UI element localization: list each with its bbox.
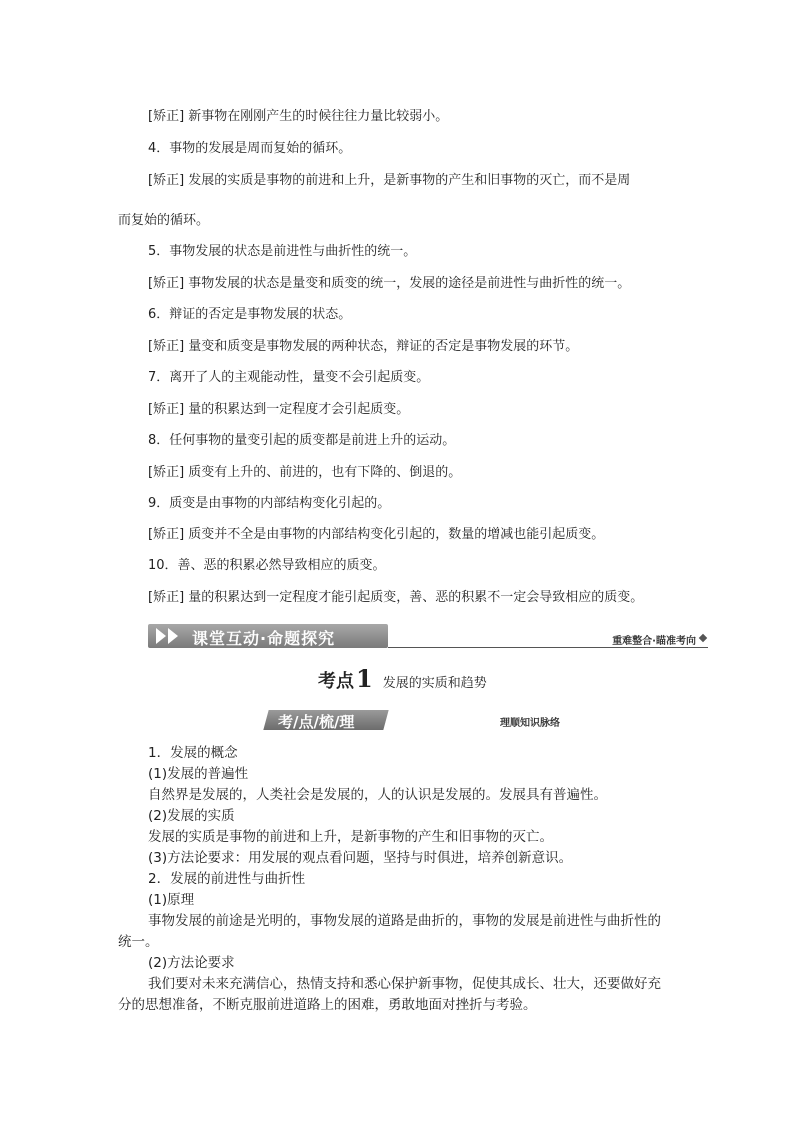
- correction-line: 6．辩证的否定是事物发展的状态。: [148, 307, 352, 322]
- correction-line: [矫正] 量的积累达到一定程度才能引起质变，善、恶的积累不一定会导致相应的质变。: [148, 590, 644, 605]
- content-line: 分的思想准备，不断克服前进道路上的困难，勇敢地面对挫折与考验。: [118, 997, 537, 1013]
- content-line: (1)发展的普遍性: [148, 766, 249, 782]
- content-line: 事物发展的前途是光明的，事物发展的道路是曲折的，事物的发展是前进性与曲折性的: [148, 913, 661, 929]
- correction-line: [矫正] 质变并不全是由事物的内部结构变化引起的，数量的增减也能引起质变。: [148, 527, 605, 542]
- kaodian-heading: [318, 664, 487, 693]
- content-line: (2)方法论要求: [148, 955, 235, 971]
- content-line: (1)原理: [148, 892, 195, 908]
- section-banner: [148, 624, 708, 650]
- content-line: 自然界是发展的，人类社会是发展的，人的认识是发展的。发展具有普遍性。: [148, 787, 607, 803]
- correction-line: 9．质变是由事物的内部结构变化引起的。: [148, 496, 391, 511]
- correction-line: [矫正] 量的积累达到一定程度才会引起质变。: [148, 402, 410, 417]
- correction-line: [矫正] 质变有上升的、前进的，也有下降的、倒退的。: [148, 465, 462, 480]
- diamond-icon: [699, 634, 707, 642]
- correction-line: [矫正] 量变和质变是事物发展的两种状态，辩证的否定是事物发展的环节。: [148, 339, 579, 354]
- kaodian-number: 1: [356, 664, 373, 693]
- correction-line: 8．任何事物的量变引起的质变都是前进上升的运动。: [148, 433, 456, 448]
- content-line: 2．发展的前进性与曲折性: [148, 871, 306, 887]
- correction-line: 而复始的循环。: [118, 213, 210, 228]
- correction-line: 5．事物发展的状态是前进性与曲折性的统一。: [148, 244, 417, 259]
- content-line: 统一。: [118, 934, 159, 950]
- sub-banner-title: 考/点/梳/理: [278, 713, 355, 731]
- correction-line: [矫正] 事物发展的状态是量变和质变的统一，发展的途径是前进性与曲折性的统一。: [148, 276, 631, 291]
- content-line: 我们要对未来充满信心，热情支持和悉心保护新事物，促使其成长、壮大，还要做好充: [148, 976, 661, 992]
- correction-line: [矫正] 新事物在刚刚产生的时候往往力量比较弱小。: [148, 109, 449, 124]
- kaodian-title: 发展的实质和趋势: [382, 676, 487, 691]
- content-line: (2)发展的实质: [148, 808, 235, 824]
- correction-line: 7．离开了人的主观能动性，量变不会引起质变。: [148, 370, 430, 385]
- content-line: 1．发展的概念: [148, 745, 238, 761]
- correction-line: [矫正] 发展的实质是事物的前进和上升，是新事物的产生和旧事物的灭亡，而不是周: [148, 173, 631, 188]
- sub-banner: [252, 710, 568, 730]
- banner-title: 课堂互动·命题探究: [192, 629, 336, 648]
- kaodian-label: 考点: [318, 671, 354, 692]
- banner-rule: [388, 647, 708, 648]
- chevron-right-icon: [168, 628, 178, 644]
- chevron-right-icon: [156, 628, 166, 644]
- correction-line: 10．善、恶的积累必然导致相应的质变。: [148, 558, 386, 573]
- content-line: (3)方法论要求：用发展的观点看问题，坚持与时俱进，培养创新意识。: [148, 850, 573, 866]
- sub-banner-subtitle: 理顺知识脉络: [500, 718, 560, 729]
- content-line: 发展的实质是事物的前进和上升，是新事物的产生和旧事物的灭亡。: [148, 829, 553, 845]
- banner-subtitle: 重难整合·瞄准考向: [612, 636, 696, 647]
- correction-line: 4．事物的发展是周而复始的循环。: [148, 141, 352, 156]
